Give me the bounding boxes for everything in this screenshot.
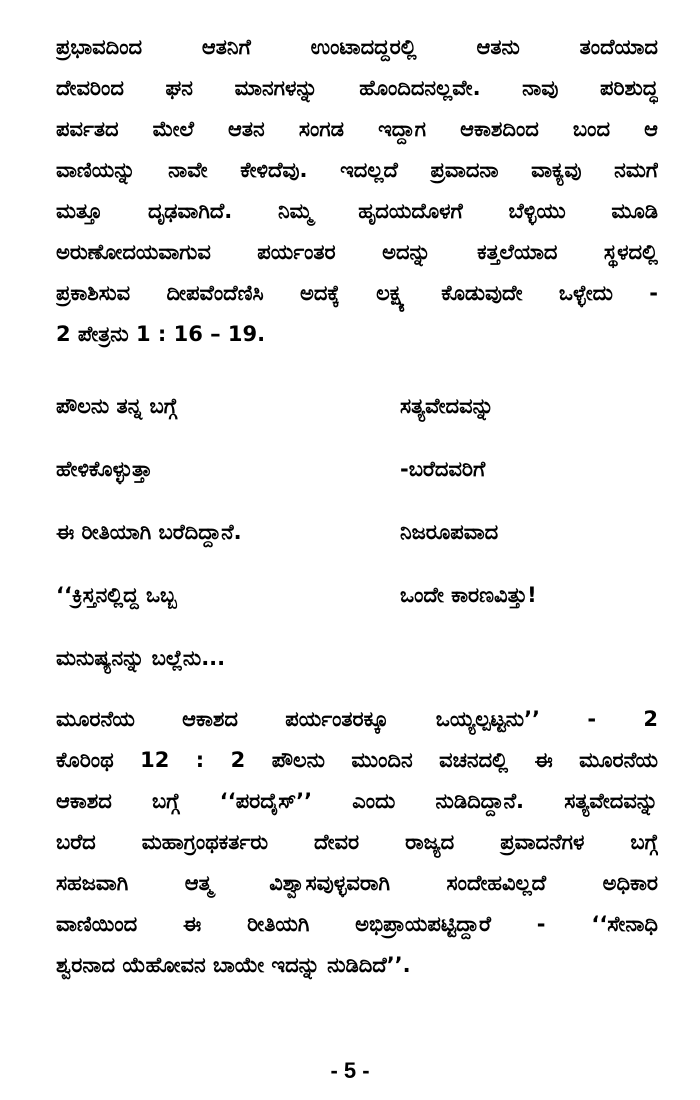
paragraph-2-line: ಮೂರನೆಯ ಆಕಾಶದ ಪರ್ಯಂತರಕ್ಕೂ ಒಯ್ಯಲ್ಪಟ್ಟನು’’ - 2: [56, 707, 658, 731]
verse-continuation: ಮನುಷ್ಯನನ್ನು ಬಲ್ಲೆನು...: [56, 646, 226, 670]
verse-row: [56, 575, 658, 638]
paragraph-1-line: ಮತ್ತೂ ದೃಢವಾಗಿದೆ. ನಿಮ್ಮ ಹೃದಯದೊಳಗೆ ಬೆಳ್ಳಿಯು ಮೂಡಿ: [56, 199, 658, 223]
page-number: - 5 -: [330, 1058, 370, 1083]
paragraph-2-line: ಆಕಾಶದ ಬಗ್ಗೆ ‘‘ಪರದೈಸ್’’ ಎಂದು ನುಡಿದಿದ್ದಾನೆ. ಸತ್ಯವೇದವನ್ನು: [56, 789, 658, 813]
paragraph-1-line: ದೇವರಿಂದ ಘನ ಮಾನಗಳನ್ನು ಹೊಂದಿದನಲ್ಲವೇ. ನಾವು ಪರಿಶುದ್ಧ: [56, 76, 658, 100]
paragraph-1-line: ಅರುಣೋದಯವಾಗುವ ಪರ್ಯಂತರ ಅದನ್ನು ಕತ್ತಲೆಯಾದ ಸ್ಥಳದಲ್ಲಿ: [56, 240, 658, 264]
verse-right-text: ನಿಜರೂಪವಾದ: [400, 520, 499, 544]
paragraph-1-line: ಪ್ರಕಾಶಿಸುವ ದೀಪವೆಂದೆಣಿಸಿ ಅದಕ್ಕೆ ಲಕ್ಷ್ಯ ಕೊಡುವುದೇ ಒಳ್ಳೇದು -: [56, 281, 658, 305]
verse-right-text: ಸತ್ಯವೇದವನ್ನು: [400, 394, 494, 418]
verse-row: [56, 386, 658, 449]
verse-left-text: ಪೌಲನು ತನ್ನ ಬಗ್ಗೆ: [56, 394, 178, 418]
paragraph-2: [56, 699, 658, 986]
paragraph-2-line: ಸಹಜವಾಗಿ ಆತ್ಮ ವಿಶ್ವಾಸವುಳ್ಳವರಾಗಿ ಸಂದೇಹವಿಲ್ಲದೆ ಅಧಿಕಾರ: [56, 871, 658, 895]
paragraph-1: [56, 27, 658, 355]
scripture-reference: 2 ಪೇತ್ರನು 1 : 16 – 19.: [56, 322, 266, 346]
paragraph-1-line: ಪರ್ವತದ ಮೇಲೆ ಆತನ ಸಂಗಡ ಇದ್ದಾಗ ಆಕಾಶದಿಂದ ಬಂದ ಆ: [56, 117, 658, 141]
verse-left-text: ಹೇಳಿಕೊಳ್ಳುತ್ತಾ: [56, 457, 153, 481]
verse-left-text: ‘‘ಕ್ರಿಸ್ತನಲ್ಲಿದ್ದ ಒಬ್ಬ: [56, 583, 177, 607]
paragraph-1-line: ವಾಣಿಯನ್ನು ನಾವೇ ಕೇಳಿದೆವು. ಇದಲ್ಲದೆ ಪ್ರವಾದನಾ ವಾಕ್ಯವು ನಮಗೆ: [56, 158, 658, 182]
paragraph-2-line: ವಾಣಿಯಿಂದ ಈ ರೀತಿಯಗಿ ಅಭಿಪ್ರಾಯಪಟ್ಟಿದ್ದಾರೆ - ‘‘ಸೇನಾಧಿ: [56, 912, 658, 936]
verse-row: [56, 512, 658, 575]
verse-row: [56, 449, 658, 512]
verse-right-text: -ಬರೆದವರಿಗೆ: [400, 457, 486, 481]
paragraph-1-line: ಪ್ರಭಾವದಿಂದ ಆತನಿಗೆ ಉಂಟಾದದ್ದರಲ್ಲಿ ಆತನು ತಂದೆಯಾದ: [56, 35, 658, 59]
paragraph-2-line: ಬರೆದ ಮಹಾಗ್ರಂಥಕರ್ತರು ದೇವರ ರಾಜ್ಯದ ಪ್ರವಾದನೆಗಳ ಬಗ್ಗೆ: [56, 830, 658, 854]
verse-left-text: ಈ ರೀತಿಯಾಗಿ ಬರೆದಿದ್ದಾನೆ.: [56, 520, 242, 544]
verse-right-text: ಒಂದೇ ಕಾರಣವಿತ್ತು!: [400, 583, 537, 607]
two-column-verse: [56, 386, 658, 638]
paragraph-2-line: ಶ್ವರನಾದ ಯೆಹೋವನ ಬಾಯೇ ಇದನ್ನು ನುಡಿದಿದೆ’’.: [56, 953, 411, 977]
paragraph-2-line: ಕೊರಿಂಥ 12 : 2 ಪೌಲನು ಮುಂದಿನ ವಚನದಲ್ಲಿ ಈ ಮೂರನೆಯ: [56, 748, 658, 772]
